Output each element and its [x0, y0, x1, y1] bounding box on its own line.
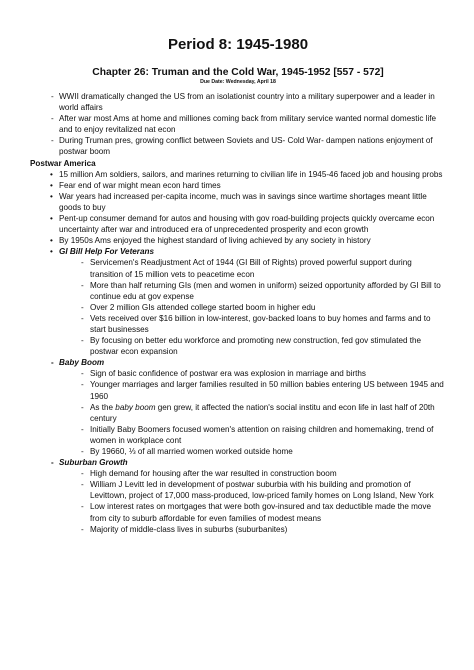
list-item: • 15 million Am soldiers, sailors, and marines returning to civilian life in 1945-46 faced job and housing probs [30, 169, 446, 180]
list-item: - William J Levitt led in development of postwar suburbia with his building and promotion of Levittown, project of 17,000 mass-produced, low-priced family homes on Long Island, New York [30, 479, 446, 501]
list-item: - Initially Baby Boomers focused women's attention on raising children and homemaking, trend of women in workplace cont [30, 424, 446, 446]
subheading-suburban-growth: Suburban Growth [59, 458, 128, 468]
subsection-baby-boom [30, 357, 446, 368]
list-item: - Over 2 million GIs attended college started boom in higher edu [30, 302, 446, 313]
list-item: - WWII dramatically changed the US from an isolationist country into a military superpower and a leader in world affairs [30, 91, 446, 113]
list-item-emphasis: baby boom [115, 402, 156, 412]
page-title: Period 8: 1945-1980 [167, 36, 309, 53]
list-item: - More than half returning GIs (men and women in uniform) seized opportunity afforded by GI Bill to continue edu at gov expense [30, 280, 446, 302]
notes-body [30, 91, 446, 535]
subsection-gi-bill [30, 246, 446, 257]
list-item: - By 19660, ⅓ of all married women worked outside home [30, 446, 446, 457]
list-item: - Servicemen's Readjustment Act of 1944 (GI Bill of Rights) proved powerful support during transition of 15 million vets to peacetime econ [30, 257, 446, 279]
section-heading-postwar: Postwar America [30, 158, 96, 168]
chapter-heading: Chapter 26: Truman and the Cold War, 1945-1952 [557 - 572] [92, 67, 384, 78]
list-item: • War years had increased per-capita income, much was in savings since wartime shortages meant little goods to buy [30, 191, 446, 213]
subheading-baby-boom: Baby Boom [59, 358, 105, 368]
list-item: - During Truman pres, growing conflict between Soviets and US- Cold War- dampen nations enjoyment of postwar boom [30, 135, 446, 157]
list-item: - By focusing on better edu workforce and promoting new construction, fed gov stimulated the postwar econ expansion [30, 335, 446, 357]
list-item: - High demand for housing after the war resulted in construction boom [30, 468, 446, 479]
intro-list [30, 91, 446, 158]
subsection-suburban-growth [30, 457, 446, 468]
list-item-text: As the [90, 402, 116, 412]
list-item: • By 1950s Ams enjoyed the highest standard of living achieved by any society in history [30, 235, 446, 246]
due-date: Due Date: Wednesday, April 18 [200, 79, 276, 85]
postwar-list [30, 169, 446, 247]
list-item: - Sign of basic confidence of postwar era was explosion in marriage and births [30, 368, 446, 379]
list-item: • Pent-up consumer demand for autos and housing with gov road-building projects quickly overcame econ uncertainty after war and introduced era of unprecedented prosperity and econ growth [30, 213, 446, 235]
list-item [30, 402, 446, 424]
list-item: - Low interest rates on mortgages that were both gov-insured and tax deductible made the move from city to suburb affordable for even families of modest means [30, 501, 446, 523]
suburban-list [30, 468, 446, 535]
subheading-gi-bill: GI Bill Help For Veterans [59, 247, 154, 257]
gi-bill-list [30, 257, 446, 357]
list-item: - Majority of middle-class lives in suburbs (suburbanites) [30, 524, 446, 535]
list-item: - After war most Ams at home and milliones coming back from military service wanted normal domestic life and to enjoy revitalized nat econ [30, 113, 446, 135]
list-item-text: gen grew, it affected the nation's social institu and econ life in last half of 20th century [90, 402, 435, 423]
baby-boom-list [30, 368, 446, 457]
list-item: • Fear end of war might mean econ hard times [30, 180, 446, 191]
list-item: - Vets received over $16 billion in low-interest, gov-backed loans to buy homes and farms and to start businesses [30, 313, 446, 335]
list-item: - Younger marriages and larger families resulted in 50 million babies entering US between 1945 and 1960 [30, 379, 446, 401]
